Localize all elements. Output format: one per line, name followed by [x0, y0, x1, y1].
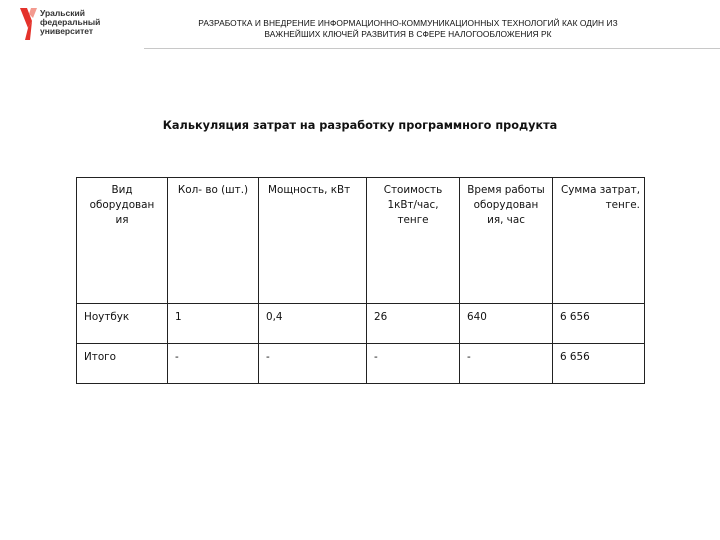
cell-power: -	[259, 344, 367, 384]
cell-operating-time: 640	[460, 304, 553, 344]
header-line-1: РАЗРАБОТКА И ВНЕДРЕНИЕ ИНФОРМАЦИОННО-КОММУНИКАЦИОННЫХ ТЕХНОЛОГИЙ КАК ОДИН ИЗ	[198, 18, 618, 28]
urfu-emblem-icon	[20, 8, 38, 42]
cell-total-cost: 6 656	[553, 304, 645, 344]
header-cell-power: Мощность, кВт	[259, 178, 367, 304]
cell-equipment: Итого	[77, 344, 168, 384]
header-cell-total-cost: Сумма затрат, тенге.	[553, 178, 645, 304]
cell-cost-per-kwh: -	[367, 344, 460, 384]
logo-line-2: федеральный	[40, 17, 101, 27]
table-row	[77, 304, 645, 344]
cell-operating-time: -	[460, 344, 553, 384]
header-cell-cost-per-kwh: Стоимость 1кВт/час, тенге	[367, 178, 460, 304]
cell-equipment: Ноутбук	[77, 304, 168, 344]
header-divider	[144, 48, 720, 49]
cell-quantity: 1	[168, 304, 259, 344]
logo-line-3: университет	[40, 26, 94, 36]
cost-table	[76, 177, 645, 384]
university-logo	[20, 8, 120, 40]
cell-total-cost: 6 656	[553, 344, 645, 384]
slide-header	[148, 18, 668, 40]
logo-line-1: Уральский	[40, 8, 85, 18]
table-header-row	[77, 178, 645, 304]
page-title: Калькуляция затрат на разработку программного продукта	[162, 119, 558, 132]
header-cell-equipment: Вид оборудован ия	[77, 178, 168, 304]
cell-power: 0,4	[259, 304, 367, 344]
cell-quantity: -	[168, 344, 259, 384]
header-cell-quantity: Кол- во (шт.)	[168, 178, 259, 304]
cell-cost-per-kwh: 26	[367, 304, 460, 344]
header-cell-operating-time: Время работы оборудован ия, час	[460, 178, 553, 304]
table-row-total	[77, 344, 645, 384]
header-line-2: ВАЖНЕЙШИХ КЛЮЧЕЙ РАЗВИТИЯ В СФЕРЕ НАЛОГООБЛОЖЕНИЯ РК	[264, 29, 552, 39]
